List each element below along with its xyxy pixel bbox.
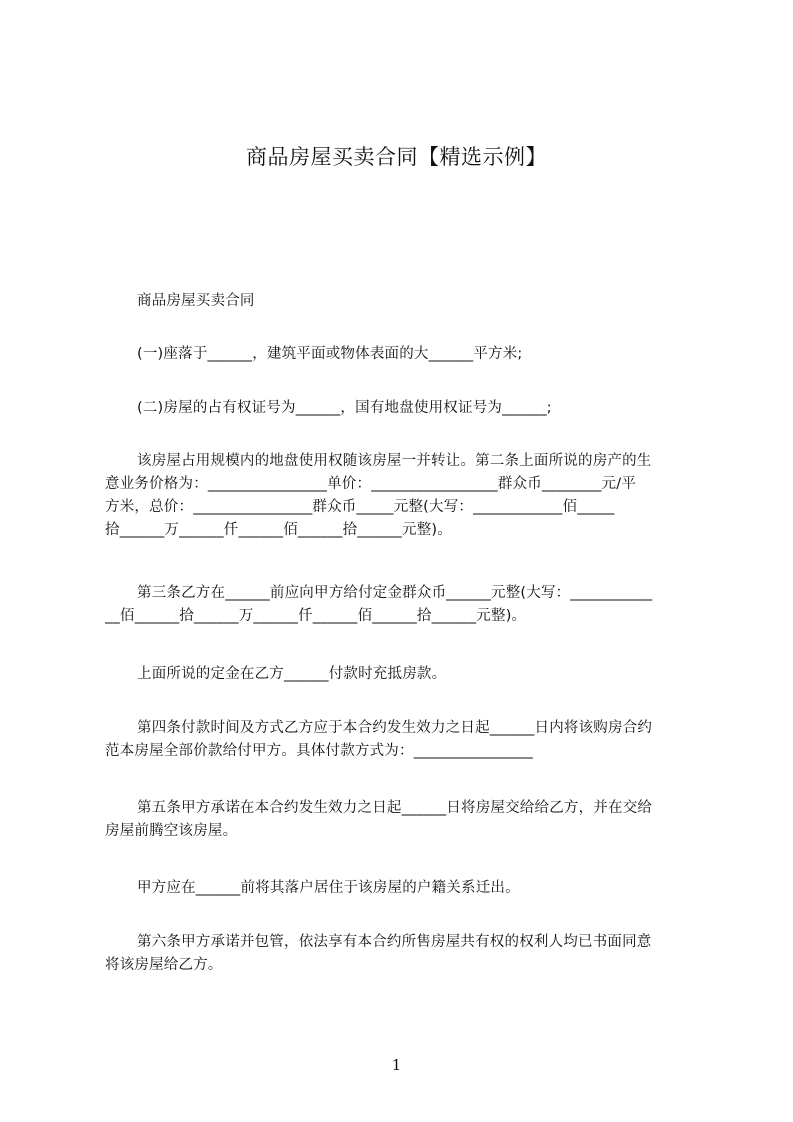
text-line: 甲方应在______前将其落户居住于该房屋的户籍关系迁出。 [137, 880, 520, 896]
text-line: 第三条乙方在______前应向甲方给付定金群众币______元整(大写：___________ [137, 585, 653, 601]
text-line: (一)座落于______，建筑平面或物体表面的大______平方米; [137, 346, 523, 362]
text-line: 拾______万______仟______佰______拾______元整)。 [105, 522, 452, 538]
text-line: 商品房屋买卖合同 [137, 293, 255, 309]
text-line: 第六条甲方承诺并包管，依法享有本合约所售房屋共有权的权利人均已书面同意 [137, 934, 652, 950]
paragraph-deposit-offset [105, 663, 703, 686]
paragraph-guarantee [105, 931, 703, 977]
text-line: 方米，总价：________________群众币_____元整(大写：____________佰_____ [105, 499, 615, 515]
text-line: 上面所说的定金在乙方______付款时充抵房款。 [137, 666, 447, 682]
text-line: 第五条甲方承诺在本合约发生效力之日起______日将房屋交给给乙方，并在交给 [137, 800, 653, 816]
page-number: 1 [391, 1056, 402, 1074]
text-line: 第四条付款时间及方式乙方应于本合约发生效力之日起______日内将该购房合约 [137, 720, 653, 736]
paragraph-location [105, 343, 703, 366]
text-line: (二)房屋的占有权证号为______，国有地盘使用权证号为______; [137, 400, 552, 416]
paragraph-delivery [105, 797, 703, 843]
paragraph-certificate [105, 397, 703, 420]
text-line: 意业务价格为：________________单价：_________________群众币________元/平 [105, 476, 637, 492]
paragraph-payment [105, 717, 703, 763]
paragraph-household [105, 877, 703, 900]
document-title: 商品房屋买卖合同【精选示例】 [246, 145, 547, 169]
text-line: 将该房屋给乙方。 [105, 957, 223, 973]
paragraph-price [105, 450, 703, 542]
text-line: __佰______拾______万______仟______佰______拾______元整)。 [105, 608, 527, 624]
paragraph-heading [105, 290, 703, 313]
text-line: 该房屋占用规模内的地盘使用权随该房屋一并转让。第二条上面所说的房产的生 [137, 453, 652, 469]
text-line: 范本房屋全部价款给付甲方。具体付款方式为：________________ [105, 743, 533, 759]
text-line: 房屋前腾空该房屋。 [105, 823, 238, 839]
paragraph-deposit [105, 582, 703, 628]
